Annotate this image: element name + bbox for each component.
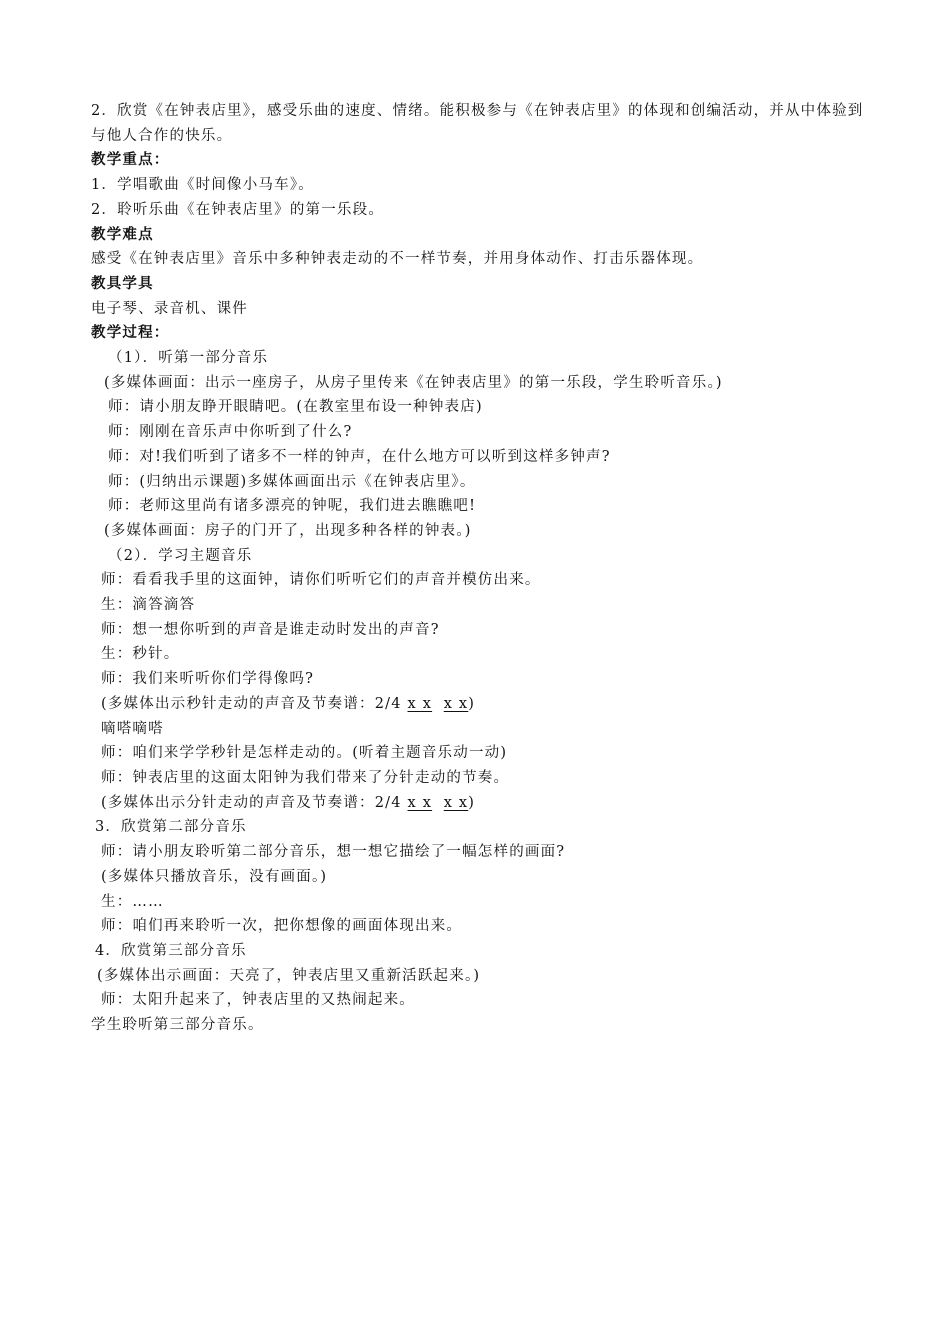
process-line: 生：秒针。	[101, 646, 180, 663]
process-line: 师：想一想你听到的声音是谁走动时发出的声音?	[101, 621, 440, 638]
rhythm-close: )	[468, 794, 476, 811]
rhythm-intro: (多媒体出示分针走动的声音及节奏谱：2/4	[101, 794, 408, 811]
rhythm-gap	[432, 795, 444, 811]
process-line: (多媒体画面：房子的门开了，出现多种各样的钟表。)	[104, 522, 472, 539]
process-line: (多媒体只播放音乐，没有画面。)	[101, 868, 328, 885]
rhythm-line-second-hand	[91, 692, 870, 717]
rhythm-notes: x x	[407, 695, 433, 712]
rhythm-notes: x x	[407, 794, 433, 811]
process-line: 师：咱们再来聆听一次，把你想像的画面体现出来。	[101, 918, 463, 935]
process-line: 师：太阳升起来了，钟表店里的又热闹起来。	[101, 992, 415, 1009]
process-line: 师：钟表店里的这面太阳钟为我们带来了分针走动的节奏。	[101, 769, 510, 786]
process-line: 师：看看我手里的这面钟，请你们听听它们的声音并模仿出来。	[101, 572, 541, 589]
process-line: 师：咱们来学学秒针是怎样走动的。(听着主题音乐动一动)	[101, 745, 508, 762]
section-4-title: 4．欣赏第三部分音乐	[95, 942, 247, 959]
process-line: 师：(归纳出示课题)多媒体画面出示《在钟表店里》。	[108, 473, 476, 490]
objective-2: 2．欣赏《在钟表店里》，感受乐曲的速度、情绪。能积极参与《在钟表店里》的体现和创编活动，并从中体验到与他人合作的快乐。	[91, 103, 864, 144]
process-line: 师：对!我们听到了诸多不一样的钟声，在什么地方可以听到这样多钟声?	[108, 448, 611, 465]
rhythm-gap	[432, 696, 444, 712]
heading-key-points: 教学重点：	[91, 151, 170, 169]
section-3-title: 3．欣赏第二部分音乐	[95, 819, 247, 836]
heading-difficulties: 教学难点	[91, 225, 154, 243]
rhythm-intro: (多媒体出示秒针走动的声音及节奏谱：2/4	[101, 695, 408, 712]
heading-teaching-process: 教学过程：	[91, 324, 170, 342]
process-line: 学生聆听第三部分音乐。	[91, 1017, 264, 1034]
process-line: 师：请小朋友聆听第二部分音乐，想一想它描绘了一幅怎样的画面?	[101, 844, 566, 861]
process-line: (多媒体画面：出示一座房子，从房子里传来《在钟表店里》的第一乐段，学生聆听音乐。)	[104, 374, 723, 391]
process-line: 生：……	[101, 893, 164, 910]
rhythm-close: )	[468, 695, 476, 712]
rhythm-line-minute-hand	[91, 791, 870, 816]
process-line: 师：我们来听听你们学得像吗?	[101, 671, 315, 688]
section-1-title: （1）．听第一部分音乐	[108, 350, 269, 367]
process-line: 生：滴答滴答	[101, 597, 196, 614]
process-line: 师：刚刚在音乐声中你听到了什么?	[108, 424, 353, 441]
difficulty-text: 感受《在钟表店里》音乐中多种钟表走动的不一样节奏，并用身体动作、打击乐器体现。	[91, 251, 704, 268]
process-line: 师：请小朋友睁开眼睛吧。(在教室里布设一种钟表店)	[108, 399, 483, 416]
rhythm-notes: x x	[443, 695, 469, 712]
heading-teaching-aids: 教具学具	[91, 274, 154, 292]
section-2-title: （2）．学习主题音乐	[108, 547, 253, 564]
key-point-1: 1．学唱歌曲《时间像小马车》。	[91, 177, 314, 194]
rhythm-notes: x x	[443, 794, 469, 811]
key-point-2: 2．聆听乐曲《在钟表店里》的第一乐段。	[91, 201, 385, 218]
process-line: 嘀嗒嘀嗒	[101, 720, 164, 737]
process-line: 师：老师这里尚有诸多漂亮的钟呢，我们进去瞧瞧吧!	[108, 498, 477, 515]
teaching-aids-text: 电子琴、录音机、课件	[91, 300, 248, 317]
process-line: (多媒体出示画面：天亮了，钟表店里又重新活跃起来。)	[97, 967, 481, 984]
